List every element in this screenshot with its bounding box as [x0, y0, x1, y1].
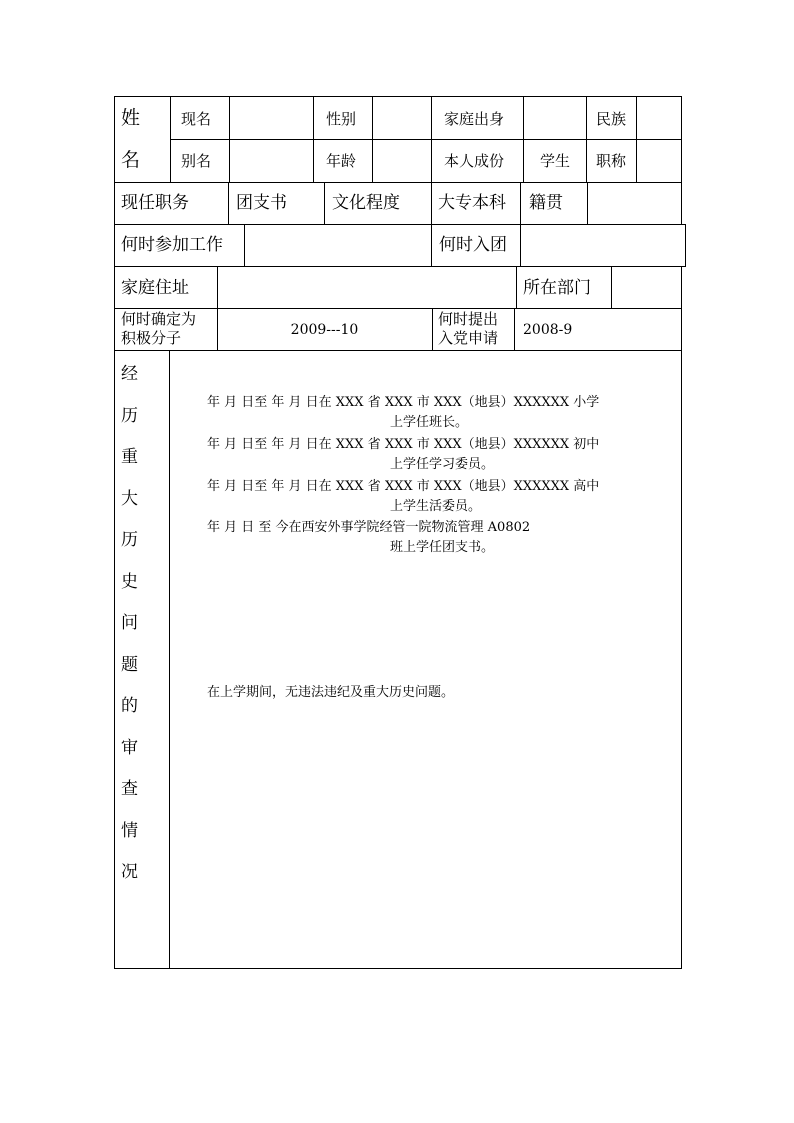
- history-label-char: 历: [121, 530, 138, 550]
- alias-label: 别名: [181, 152, 212, 170]
- education-field[interactable]: 大专本科: [438, 193, 506, 213]
- native-place-label: 籍贯: [529, 193, 563, 213]
- history-label-char: 重: [121, 447, 138, 467]
- history-label-char: 情: [121, 821, 138, 841]
- activist-label-line-1: 何时确定为: [121, 310, 197, 328]
- application-label-line-1: 何时提出: [438, 310, 499, 328]
- personal-status-label: 本人成份: [444, 152, 505, 170]
- position-label: 现任职务: [121, 193, 189, 213]
- history-entry-line: 班上学任团支书。: [390, 540, 495, 555]
- history-entry-line: 年 月 日至 年 月 日在 XXX 省 XXX 市 XXX（地县）XXXXXX 小学: [207, 395, 600, 410]
- education-label: 文化程度: [332, 193, 400, 213]
- activist-label-line-2: 积极分子: [121, 329, 182, 347]
- title-label: 职称: [596, 152, 627, 170]
- history-label-char: 历: [121, 406, 138, 426]
- history-label-char: 问: [121, 613, 138, 633]
- personal-status-field[interactable]: 学生: [540, 152, 571, 170]
- age-label: 年龄: [326, 152, 357, 170]
- family-origin-label: 家庭出身: [444, 110, 505, 128]
- history-entry-line: 年 月 日 至 今在西安外事学院经管一院物流管理 A0802: [207, 520, 531, 535]
- history-entry-line: 上学任学习委员。: [390, 457, 495, 472]
- history-entry-line: 年 月 日至 年 月 日在 XXX 省 XXX 市 XXX（地县）XXXXXX 高中: [207, 479, 600, 494]
- history-entry-line: 上学任班长。: [390, 415, 469, 430]
- application-date-field[interactable]: 2008-9: [523, 322, 573, 338]
- history-label-char: 题: [121, 655, 138, 675]
- name-label-char-1: 姓: [121, 107, 141, 129]
- name-label-char-2: 名: [121, 149, 141, 171]
- history-label-char: 史: [121, 572, 138, 592]
- league-join-label: 何时入团: [439, 235, 507, 255]
- history-conclusion: 在上学期间，无违法违纪及重大历史问题。: [207, 685, 455, 700]
- work-start-label: 何时参加工作: [121, 235, 223, 255]
- history-label-char: 经: [121, 364, 138, 384]
- history-entry-line: 年 月 日至 年 月 日在 XXX 省 XXX 市 XXX（地县）XXXXXX 初中: [207, 437, 600, 452]
- history-label-char: 况: [121, 862, 138, 882]
- address-label: 家庭住址: [121, 278, 189, 298]
- activist-date-field[interactable]: 2009---10: [290, 322, 359, 338]
- history-label-char: 查: [121, 779, 138, 799]
- gender-label: 性别: [326, 110, 357, 128]
- application-label-line-2: 入党申请: [438, 329, 499, 347]
- department-label: 所在部门: [523, 278, 591, 298]
- current-name-label: 现名: [181, 110, 212, 128]
- history-entry-line: 上学生活委员。: [390, 499, 482, 514]
- ethnicity-label: 民族: [596, 110, 627, 128]
- history-label-char: 的: [121, 696, 138, 716]
- position-field[interactable]: 团支书: [236, 193, 287, 213]
- history-label-char: 大: [121, 489, 138, 509]
- history-label-char: 审: [121, 738, 138, 758]
